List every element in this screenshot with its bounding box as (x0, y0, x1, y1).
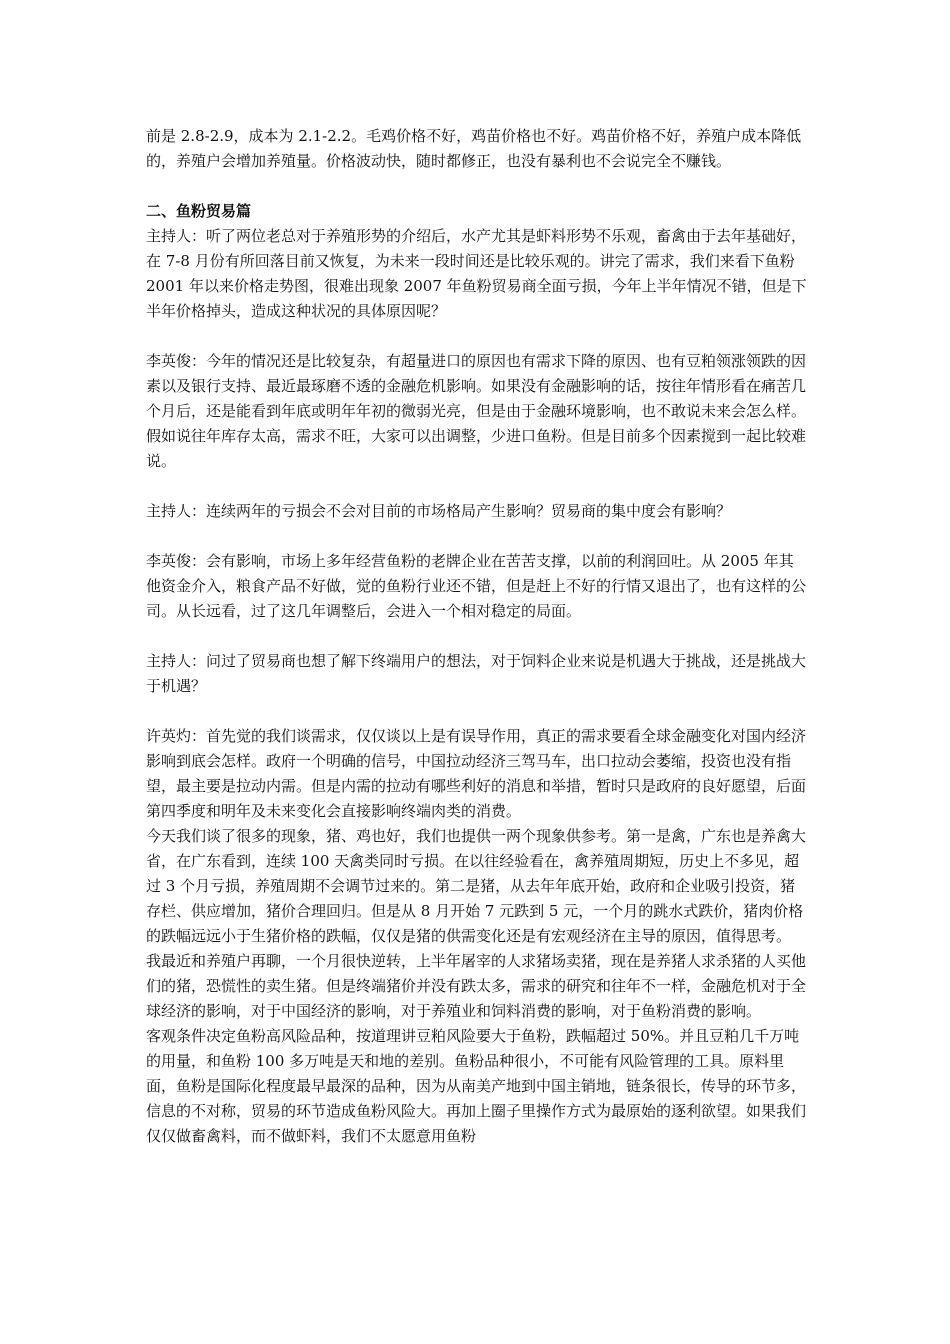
paragraph-gap (146, 324, 808, 349)
paragraph-xu-yingzhuo-1: 许英灼：首先觉的我们谈需求，仅仅谈以上是有误导作用，真正的需求要看全球金融变化对国内经济影响到底会怎样。政府一个明确的信号，中国拉动经济三驾马车，出口拉动会萎缩，投资也没有指望，最主要是拉动内需。但是内需的拉动有哪些利好的消息和举措，暂时只是政府的良好愿望，后面第四季度和明年及未来变化会直接影响终端肉类的消费。 (146, 727, 807, 820)
paragraph-li-yingjun-2: 李英俊：会有影响，市场上多年经营鱼粉的老牌企业在苦苦支撑，以前的利润回吐。从 2005 年其他资金介入，粮食产品不好做，觉的鱼粉行业还不错，但是赶上不好的行情又退出了，也有这样的公司。从长远看，过了这几年调整后，会进入一个相对稳定的局面。 (146, 552, 807, 620)
paragraph-xu-yingzhuo-3: 我最近和养殖户再聊，一个月很快逆转，上半年屠宰的人求猪场卖猪，现在是养猪人求杀猪的人买他们的猪，恐慌性的卖生猪。但是终端猪价并没有跌太多，需求的研究和往年不一样，金融危机对于全球经济的影响，对于中国经济的影响，对于养殖业和饲料消费的影响，对于鱼粉消费的影响。 (146, 952, 807, 1020)
paragraph-host-question-2: 主持人：问过了贸易商也想了解下终端用户的想法，对于饲料企业来说是机遇大于挑战，还是挑战大于机遇？ (146, 652, 807, 695)
paragraph-cost-price: 前是 2.8-2.9，成本为 2.1-2.2。毛鸡价格不好，鸡苗价格也不好。鸡苗价格不好，养殖户成本降低的，养殖户会增加养殖量。价格波动快，随时都修正，也没有暴利也不会说完全不赚钱。 (146, 127, 802, 170)
paragraph-host-question-1: 主持人：连续两年的亏损会不会对目前的市场格局产生影响？贸易商的集中度会有影响？ (146, 502, 732, 520)
paragraph-xu-yingzhuo-4: 客观条件决定鱼粉高风险品种，按道理讲豆粕风险要大于鱼粉，跌幅超过 50%。并且豆粕几千万吨的用量，和鱼粉 100 多万吨是天和地的差别。鱼粉品种很小，不可能有风险管理的工具。原料里面，鱼粉是国际化程度最早最深的品种，因为从南美产地到中国主销地，链条很长，传导的环节多，信息的不对称，贸易的环节造成鱼粉风险大。再加上圈子里操作方式为最原始的逐利欲望。如果我们仅仅做畜禽料，而不做虾料，我们不太愿意用鱼粉 (146, 1027, 807, 1145)
paragraph-li-yingjun-1: 李英俊：今年的情况还是比较复杂，有超量进口的原因也有需求下降的原因、也有豆粕领涨领跌的因素以及银行支持、最近最琢磨不透的金融危机影响。如果没有金融影响的话，按往年情形看在痛苦几个月后，还是能看到年底或明年年初的微弱光亮，但是由于金融环境影响，也不敢说未来会怎么样。假如说往年库存太高，需求不旺，大家可以出调整，少进口鱼粉。但是目前多个因素搅到一起比较难说。 (146, 352, 807, 470)
paragraph-gap (146, 474, 808, 499)
section-heading: 二、鱼粉贸易篇 (146, 202, 252, 220)
paragraph-gap (146, 624, 808, 649)
paragraph-gap (146, 699, 808, 724)
paragraph-xu-yingzhuo-2: 今天我们谈了很多的现象，猪、鸡也好，我们也提供一两个现象供参考。第一是禽，广东也是养禽大省，在广东看到，连续 100 天禽类同时亏损。在以往经验看在，禽养殖周期短，历史上不多见，超过 3 个月亏损，养殖周期不会调节过来的。第二是猪，从去年年底开始，政府和企业吸引投资，猪存栏、供应增加，猪价合理回归。但是从 8 月开始 7 元跌到 5 元，一个月的跳水式跌价，猪肉价格的跌幅远远小于生猪价格的跌幅，仅仅是猪的供需变化还是有宏观经济在主导的原因，值得思考。 (146, 827, 807, 945)
paragraph-host-intro: 主持人：听了两位老总对于养殖形势的介绍后，水产尤其是虾料形势不乐观，畜禽由于去年基础好，在 7-8 月份有所回落目前又恢复，为未来一段时间还是比较乐观的。讲完了需求，我们来看下鱼粉 2001 年以来价格走势图，很难出现象 2007 年鱼粉贸易商全面亏损，今年上半年情况不错，但是下半年价格掉头，造成这种状况的具体原因呢？ (146, 227, 807, 320)
paragraph-gap (146, 174, 808, 199)
document-page (146, 124, 808, 1149)
paragraph-gap (146, 524, 808, 549)
